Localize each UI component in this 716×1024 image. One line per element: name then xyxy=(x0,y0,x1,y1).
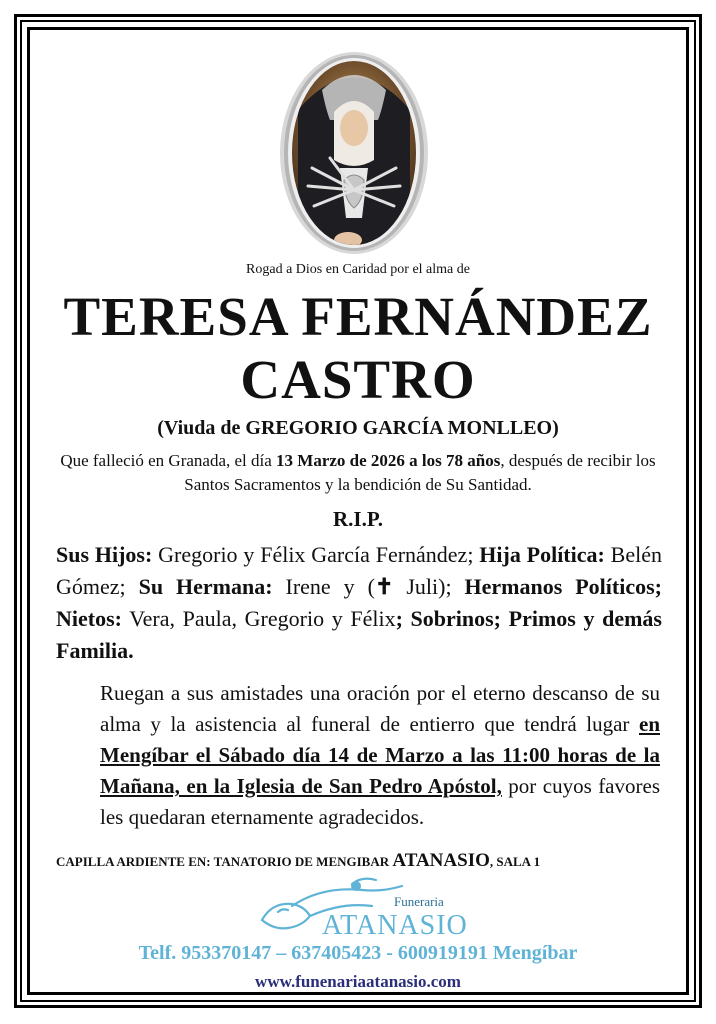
death-suffix: , después de recibir los Santos Sacramentos y la bendición de Su Santidad. xyxy=(184,451,656,494)
death-prefix: Que falleció en Granada, el día xyxy=(60,451,277,470)
funeral-request xyxy=(100,678,660,833)
rip-text: R.I.P. xyxy=(333,507,383,531)
chapel-label: CAPILLA ARDIENTE EN: xyxy=(56,854,214,869)
phone-numbers: Telf. 953370147 – 637405423 - 600919191 Mengíbar xyxy=(138,942,578,964)
funeral-details: en Mengíbar el Sábado día 14 de Marzo a las 11:00 horas de la Mañana, en la Iglesia de San Pedro Apóstol, xyxy=(100,712,660,798)
deceased-name-line1: TERESA FERNÁNDEZ xyxy=(63,286,653,347)
request-text-2: por cuyos favores les quedaran eternamente agradecidos. xyxy=(100,774,660,829)
death-notice xyxy=(42,449,674,497)
daughter-in-law-name: Belén Gómez; xyxy=(56,542,662,599)
family-closing: ; Sobrinos; Primos y demás Familia. xyxy=(56,606,662,663)
logo-small-text: Funeraria xyxy=(394,894,444,909)
intro-text: Rogad a Dios en Caridad por el alma de xyxy=(246,262,470,277)
website-link[interactable]: www.funenariaatanasio.com xyxy=(255,972,461,991)
funeraria-logo xyxy=(252,872,472,944)
sister-end: Juli); xyxy=(393,574,465,599)
sister-label: Su Hermana: xyxy=(138,574,273,599)
grandchildren-names: Vera, Paula, Gregorio y Félix xyxy=(121,606,396,631)
death-date-age: 13 Marzo de 2026 a los 78 años xyxy=(276,451,501,470)
siblings-grandchildren-label: Hermanos Políticos; Nietos: xyxy=(56,574,662,631)
family-list xyxy=(56,539,662,667)
request-text-1: Ruegan a sus amistades una oración por el eterno descanso de su alma y la asistencia al funeral de entierro que tendrá lugar xyxy=(100,681,660,736)
chapel-name: ATANASIO xyxy=(392,850,490,871)
widow-of: (Viuda de GREGORIO GARCÍA MONLLEO) xyxy=(157,417,559,439)
daughter-in-law-label: Hija Política: xyxy=(479,542,605,567)
chapel-room: , SALA 1 xyxy=(489,854,541,869)
virgin-portrait-image xyxy=(278,50,430,256)
logo-big-text: ATANASIO xyxy=(322,910,468,941)
deceased-name-line2: CASTRO xyxy=(240,349,476,410)
obituary-content xyxy=(32,32,684,990)
chapel-info xyxy=(56,850,676,872)
children-label: Sus Hijos: xyxy=(56,542,153,567)
children-names: Gregorio y Félix García Fernández; xyxy=(152,542,480,567)
sister-name: Irene y ( xyxy=(272,574,375,599)
chapel-place: TANATORIO DE MENGIBAR xyxy=(213,854,393,869)
cross-icon: ✝ xyxy=(374,574,394,599)
